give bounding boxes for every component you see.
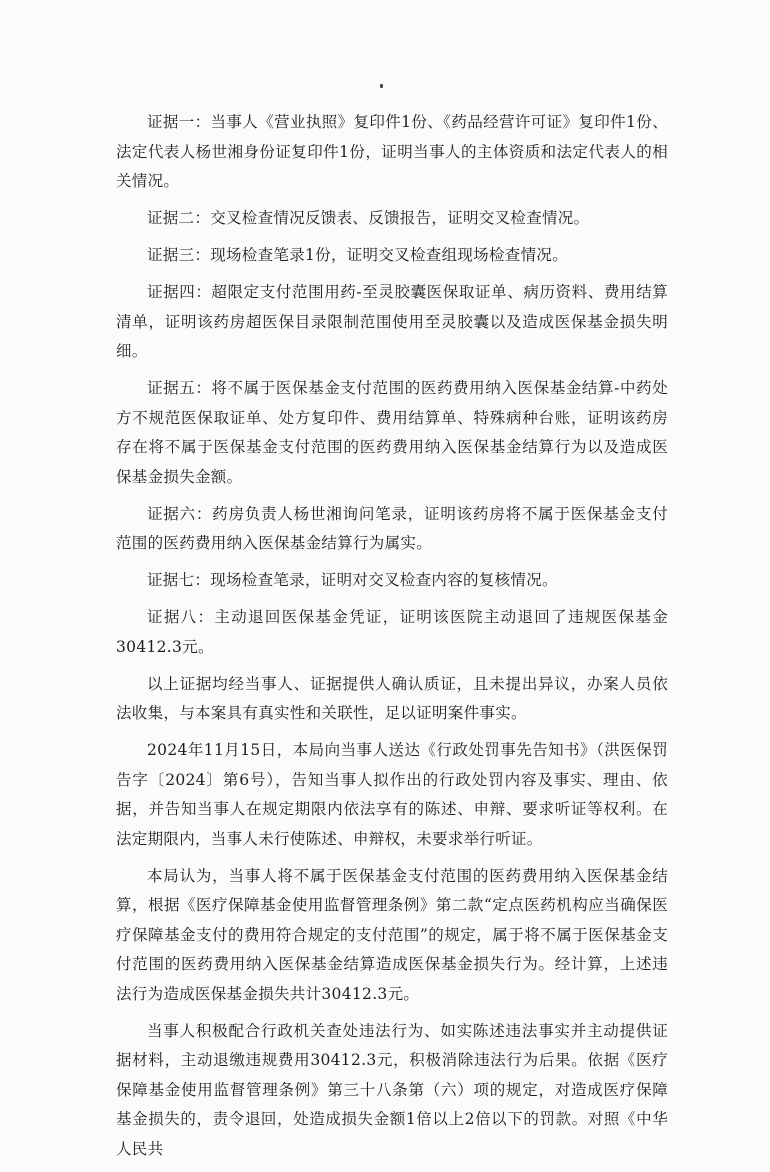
paragraph-notice: 2024年11月15日，本局向当事人送达《行政处罚事先告知书》（洪医保罚告字〔2024〕第6号），告知当事人拟作出的行政处罚内容及事实、理由、依据，并告知当事人在规定期限内依法享有的陈述、申辩、要求听证等权利。在法定期限内，当事人未行使陈述、申辩权，未要求举行听证。 (116, 741, 668, 848)
paragraph-evidence-2: 证据二：交叉检查情况反馈表、反馈报告，证明交叉检查情况。 (147, 209, 590, 227)
paragraph-evidence-6: 证据六：药房负责人杨世湘询问笔录，证明该药房将不属于医保基金支付范围的医药费用纳入医保基金结算行为属实。 (116, 504, 668, 552)
paragraph-evidence-5: 证据五：将不属于医保基金支付范围的医药费用纳入医保基金结算-中药处方不规范医保取证单、处方复印件、费用结算单、特殊病种台账，证明该药房存在将不属于医保基金支付范围的医药费用纳入医保基金结算行为以及造成医保基金损失金额。 (116, 379, 668, 486)
paragraph-penalty-basis: 当事人积极配合行政机关查处违法行为、如实陈述违法事实并主动提供证据材料，主动退缴违规费用30412.3元，积极消除违法行为后果。依据《医疗保障基金使用监督管理条例》第三十八条第（六）项的规定，对造成医疗保障基金损失的，责令退回，处造成损失金额1倍以上2倍以下的罚款。对照《中华人民共 (116, 1021, 668, 1158)
paragraph-evidence-7: 证据七：现场检查笔录，证明对交叉检查内容的复核情况。 (147, 571, 558, 589)
paragraph-evidence-4: 证据四：超限定支付范围用药-至灵胶囊医保取证单、病历资料、费用结算清单，证明该药房超医保目录限制范围使用至灵胶囊以及造成医保基金损失明细。 (116, 283, 668, 360)
paragraph-finding: 本局认为，当事人将不属于医保基金支付范围的医药费用纳入医保基金结算，根据《医疗保障基金使用监督管理条例》第二款“定点医药机构应当确保医疗保障基金支付的费用符合规定的支付范围”的规定，属于将不属于医保基金支付范围的医药费用纳入医保基金结算造成医保基金损失行为。经计算，上述违法行为造成医保基金损失共计30412.3元。 (116, 866, 668, 1003)
paragraph-evidence-1: 证据一：当事人《营业执照》复印件1份、《药品经营许可证》复印件1份、法定代表人杨世湘身份证复印件1份，证明当事人的主体资质和法定代表人的相关情况。 (116, 113, 668, 190)
paragraph-evidence-summary: 以上证据均经当事人、证据提供人确认质证，且未提出异议，办案人员依法收集，与本案具有真实性和关联性，足以证明案件事实。 (116, 674, 668, 722)
document-body (116, 108, 668, 1172)
paragraph-evidence-8: 证据八：主动退回医保基金凭证，证明该医院主动退回了违规医保基金30412.3元。 (116, 608, 668, 656)
paragraph-evidence-3: 证据三：现场检查笔录1份，证明交叉检查组现场检查情况。 (147, 246, 568, 264)
scan-mark (380, 84, 383, 88)
